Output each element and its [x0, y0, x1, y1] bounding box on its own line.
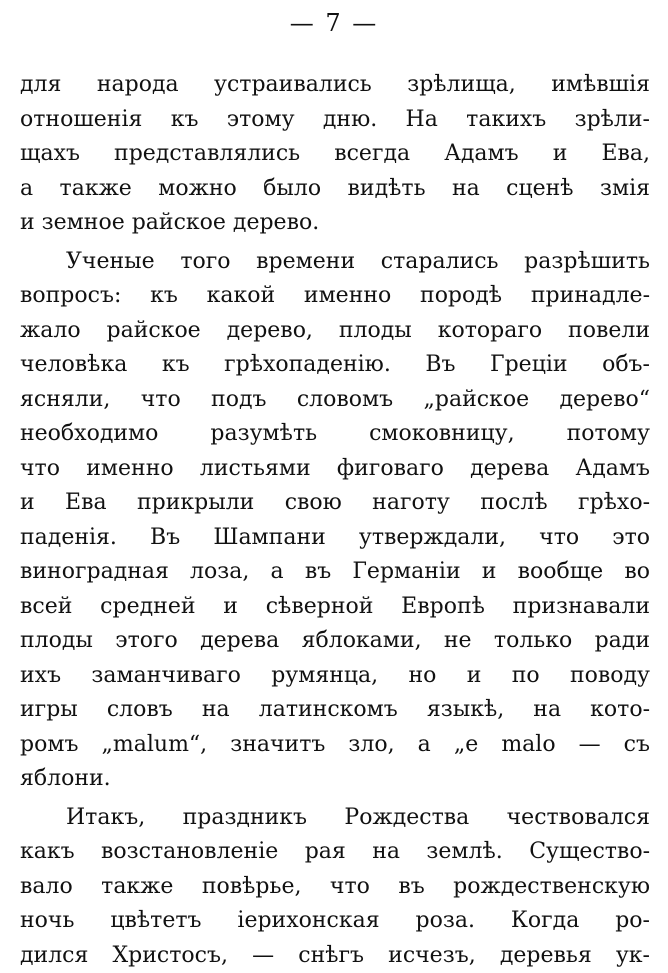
paragraph-3: [20, 801, 650, 973]
text-line: ромъ „malum“, значитъ зло, а „e malo — съ: [20, 728, 650, 763]
text-line: вопросъ: къ какой именно породѣ принадле-: [20, 279, 650, 314]
text-line: вало также повѣрье, что въ рождественскую: [20, 870, 650, 905]
page-number: — 7 —: [0, 6, 668, 40]
text-line: игры словъ на латинскомъ языкѣ, на кото-: [20, 693, 650, 728]
text-line: человѣка къ грѣхопаденію. Въ Греціи объ-: [20, 348, 650, 383]
text-line: ихъ заманчиваго румянца, но и по поводу: [20, 659, 650, 694]
text-line: для народа устраивались зрѣлища, имѣвшія: [20, 68, 650, 103]
text-line: паденія. Въ Шампани утверждали, что это: [20, 521, 650, 556]
text-line: и Ева прикрыли свою наготу послѣ грѣхо-: [20, 486, 650, 521]
text-line: дился Христосъ, — снѣгъ исчезъ, деревья ук-: [20, 939, 650, 973]
text-line: и земное райское дерево.: [20, 206, 650, 241]
text-line: отношенія къ этому дню. На такихъ зрѣли-: [20, 103, 650, 138]
text-line: какъ возстановленіе рая на землѣ. Существо-: [20, 835, 650, 870]
text-line: что именно листьями фиговаго дерева Адамъ: [20, 452, 650, 487]
body-text: [20, 68, 650, 973]
text-line: ночь цвѣтетъ іерихонская роза. Когда ро-: [20, 904, 650, 939]
text-line: всей средней и сѣверной Европѣ признавали: [20, 590, 650, 625]
text-line: виноградная лоза, а въ Германіи и вообще во: [20, 555, 650, 590]
text-line: яблони.: [20, 762, 650, 797]
text-line: щахъ представлялись всегда Адамъ и Ева,: [20, 137, 650, 172]
paragraph-1: [20, 68, 650, 241]
paragraph-2: [20, 245, 650, 797]
text-line: ясняли, что подъ словомъ „райское дерево“: [20, 383, 650, 418]
text-line: а также можно было видѣть на сценѣ змія: [20, 172, 650, 207]
text-line: жало райское дерево, плоды котораго повели: [20, 314, 650, 349]
text-line: необходимо разумѣть смоковницу, потому: [20, 417, 650, 452]
text-line: Ученые того времени старались разрѣшить: [20, 245, 650, 280]
text-line: плоды этого дерева яблоками, не только ради: [20, 624, 650, 659]
text-line: Итакъ, праздникъ Рождества чествовался: [20, 801, 650, 836]
